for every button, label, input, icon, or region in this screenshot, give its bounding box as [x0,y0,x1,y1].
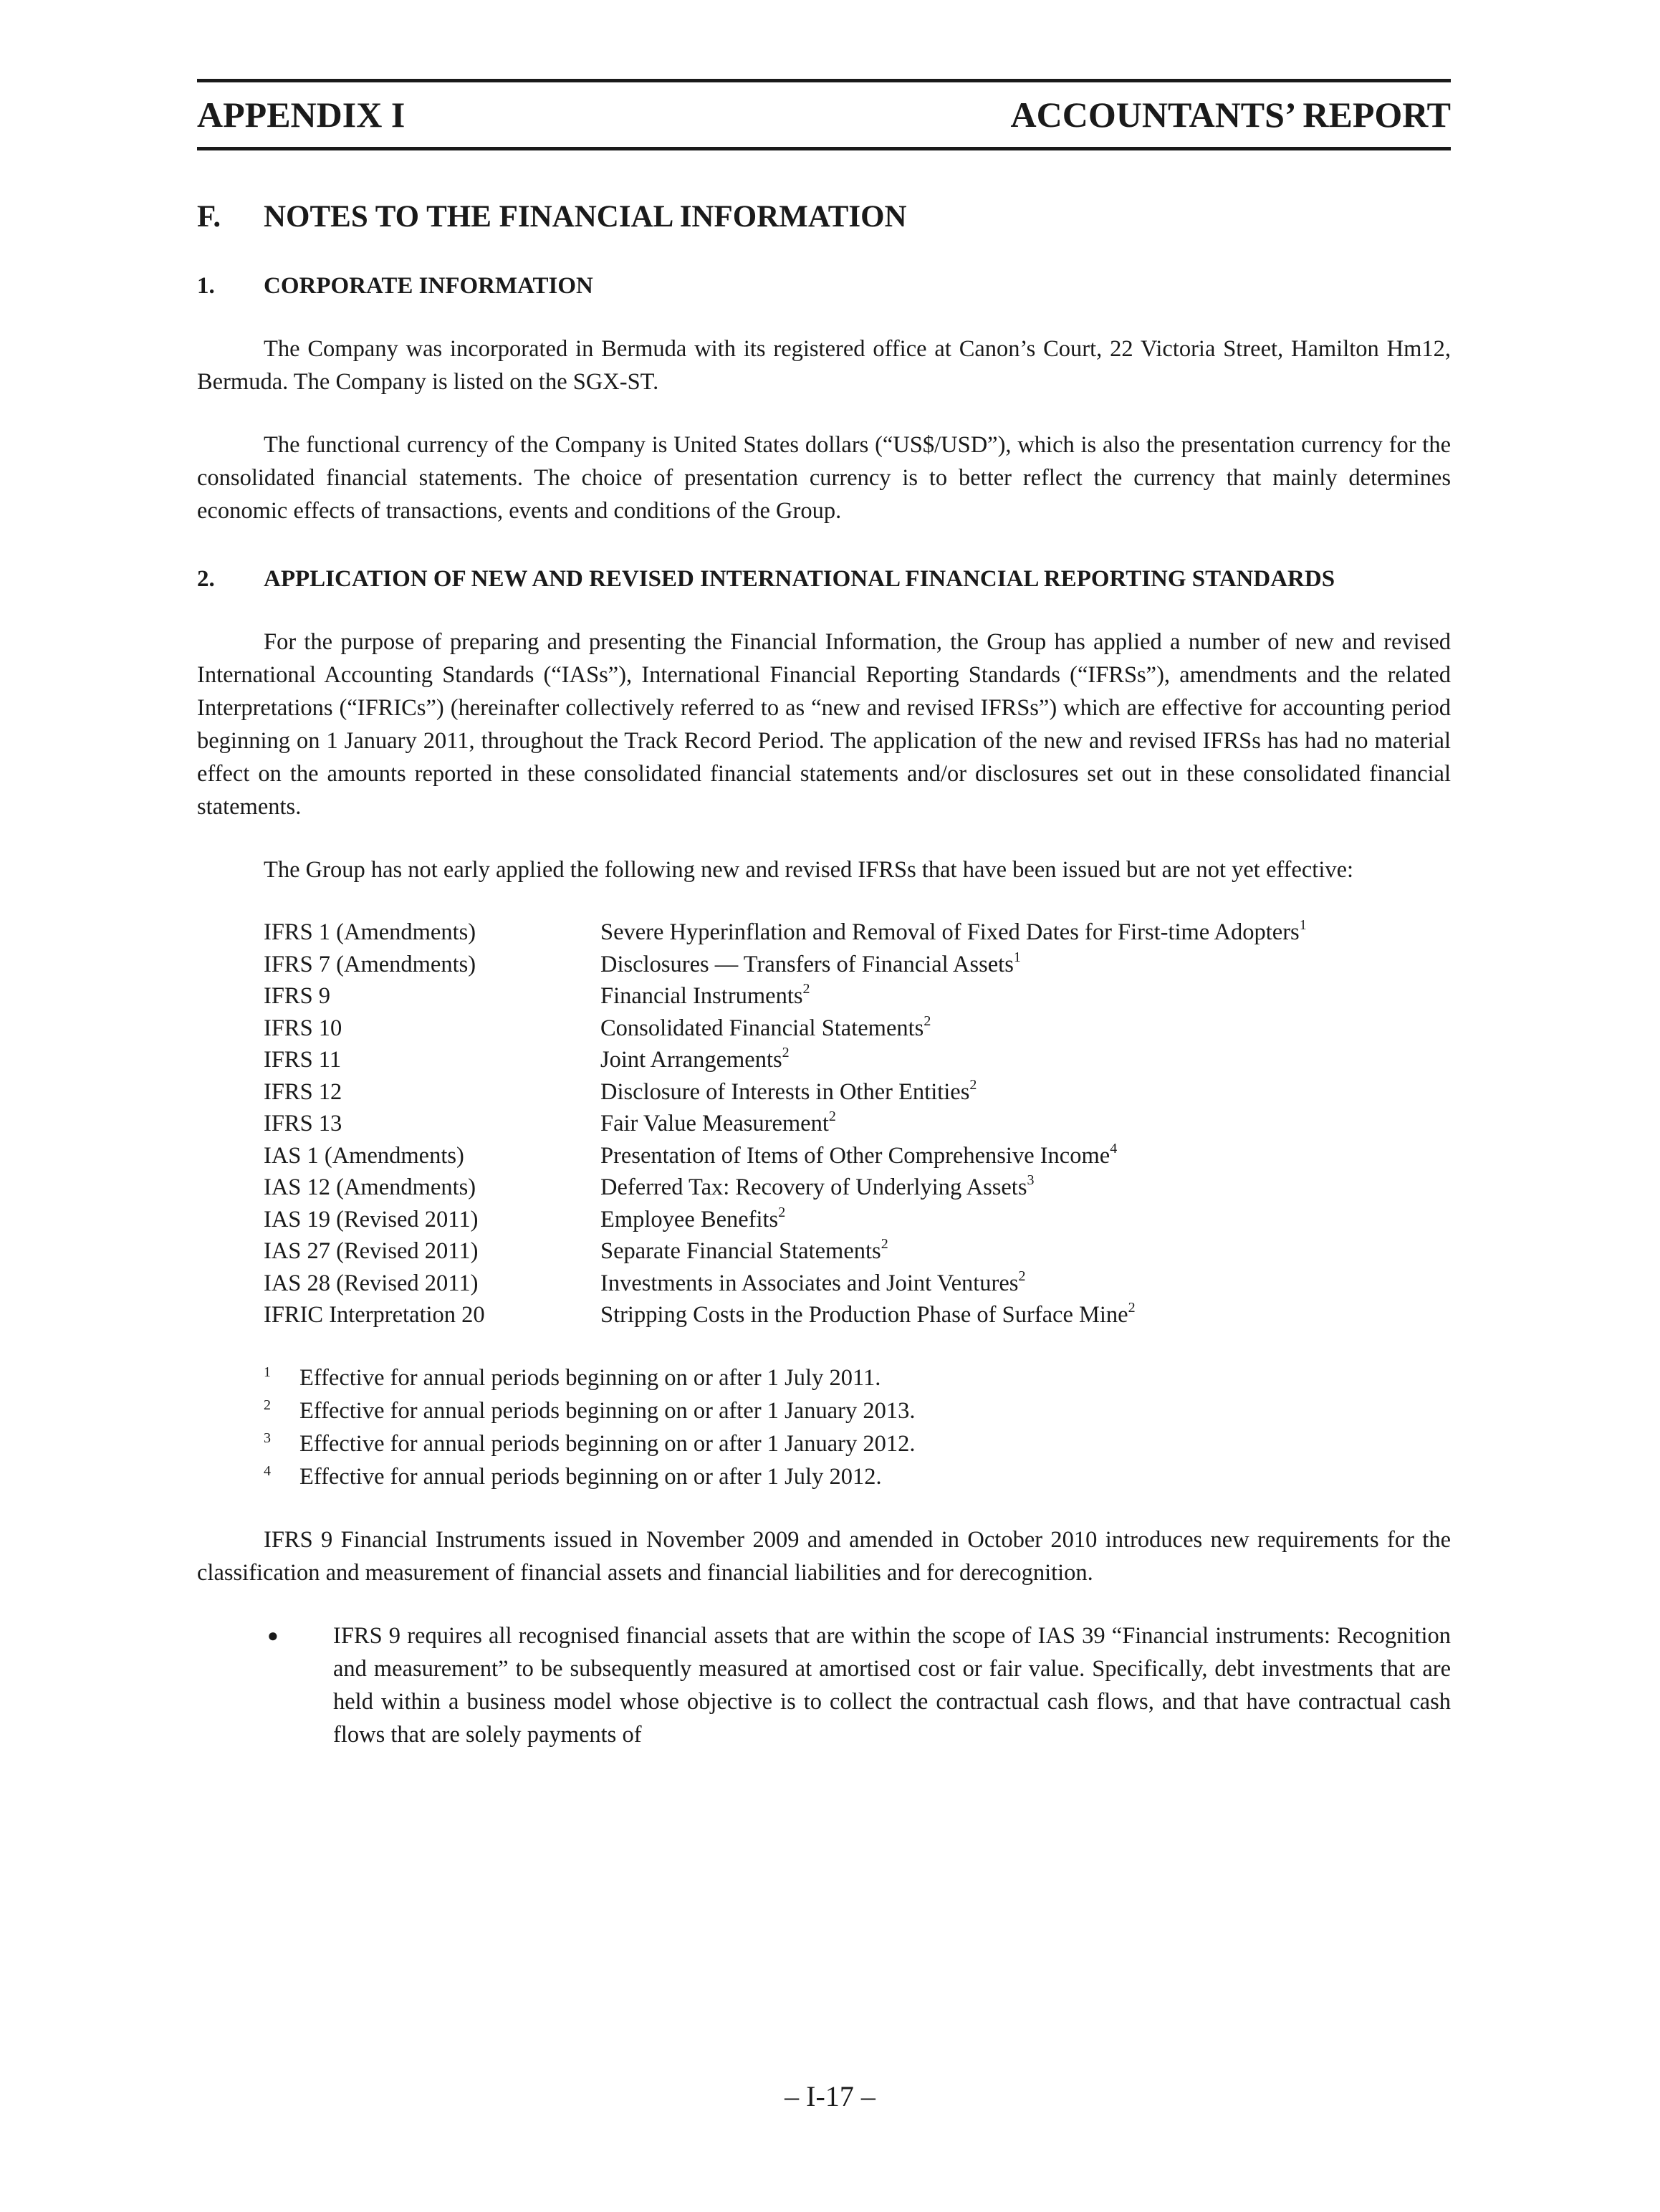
standard-title: Disclosure of Interests in Other Entities$^2$ [600,1076,977,1105]
standard-code: IFRS 12 [264,1078,342,1105]
header-right: ACCOUNTANTS’ REPORT [1010,95,1451,135]
standard-title: Disclosures — Transfers of Financial Assets$^1$ [600,949,1021,977]
section-number: F. [197,200,221,234]
footnote-ref: 2 [1018,1268,1026,1284]
standards-row [264,1268,1451,1300]
paragraph: The functional currency of the Company is United States dollars (“US$/USD”), which is also the presentation currency for the consolidated financial statements. The choice of presentation currency is to better reflect the currency that mainly determines economic effects of transactions, events and conditions of the Group. [197,432,1451,524]
bullet-item [264,1619,1451,1751]
standards-row [264,1299,1451,1331]
footnote-ref: 4 [1110,1140,1118,1157]
standard-title: Investments in Associates and Joint Ventures$^2$ [600,1268,1026,1296]
paragraph: For the purpose of preparing and presenting the Financial Information, the Group has applied a number of new and revised International Accounting Standards (“IASs”), International Financial Reporting Standards (“IFRSs”), amendments and the related Interpretations (“IFRICs”) (hereinafter collectively referred to as “new and revised IFRSs”) which are effective for accounting period beginning on 1 January 2011, throughout the Track Record Period. The application of the new and revised IFRSs has had no material effect on the amounts reported in these consolidated financial statements and/or disclosures set out in these consolidated financial statements. [197,629,1451,820]
running-header [197,82,1451,147]
standard-code: IFRS 10 [264,1015,342,1041]
standard-title: Stripping Costs in the Production Phase of Surface Mine$^2$ [600,1300,1136,1328]
footnote-mark: 3 [264,1430,271,1446]
standards-row [264,1140,1451,1172]
footnote-ref: 2 [778,1204,786,1220]
footnote-text: Effective for annual periods beginning on or after 1 July 2012. [299,1463,882,1490]
footnote-ref: 1 [1299,917,1307,933]
subsection-title: APPLICATION OF NEW AND REVISED INTERNATIONAL FINANCIAL REPORTING STANDARDS [264,566,1335,592]
header-bottom-rule [197,147,1451,150]
standard-code: IAS 12 (Amendments) [264,1174,476,1200]
standards-list [264,916,1451,1331]
standard-code: IAS 19 (Revised 2011) [264,1206,479,1232]
footnote-ref: 1 [1013,949,1021,965]
standard-title: Deferred Tax: Recovery of Underlying Assets$^3$ [600,1172,1035,1200]
footnote-text: Effective for annual periods beginning on or after 1 January 2012. [299,1430,916,1457]
document-page [197,79,1451,1751]
standard-title: Joint Arrangements$^2$ [600,1045,790,1073]
bullet-icon: ● [267,1624,279,1646]
paragraph: The Company was incorporated in Bermuda with its registered office at Canon’s Court, 22 Victoria Street, Hamilton Hm12, Bermuda. The Company is listed on the SGX-ST. [197,336,1451,395]
footnote [264,1427,1451,1460]
standards-row [264,916,1451,949]
footnote-mark: 4 [264,1462,271,1479]
standard-title: Financial Instruments$^2$ [600,981,810,1009]
subsection-title: CORPORATE INFORMATION [264,273,593,299]
standards-row [264,1204,1451,1236]
footnote-ref: 2 [923,1012,931,1029]
standard-code: IAS 28 (Revised 2011) [264,1270,479,1296]
standard-code: IFRS 13 [264,1111,342,1136]
footnote-text: Effective for annual periods beginning on or after 1 January 2013. [299,1397,916,1424]
header-left: APPENDIX I [197,95,406,135]
footnote-ref: 2 [881,1236,888,1252]
footnote [264,1394,1451,1427]
standards-row [264,1172,1451,1204]
standard-code: IFRIC Interpretation 20 [264,1302,485,1328]
standard-code: IAS 1 (Amendments) [264,1142,464,1169]
standard-code: IFRS 9 [264,983,331,1009]
standard-code: IFRS 7 (Amendments) [264,951,476,977]
paragraph: IFRS 9 Financial Instruments issued in November 2009 and amended in October 2010 introduces new requirements for the classification and measurement of financial assets and financial liabilities and for derecognition. [197,1526,1451,1586]
footnote-ref: 2 [969,1076,977,1093]
footnote-mark: 1 [264,1364,271,1380]
standard-code: IAS 27 (Revised 2011) [264,1238,479,1264]
footnote-ref: 2 [802,981,810,997]
paragraph: The Group has not early applied the following new and revised IFRSs that have been issued but are not yet effective: [264,857,1354,883]
standards-row [264,980,1451,1012]
footnote [264,1361,1451,1394]
subsection-heading-2 [197,563,1451,595]
footnote-ref: 2 [1128,1300,1136,1316]
standard-title: Consolidated Financial Statements$^2$ [600,1012,931,1041]
standard-title: Severe Hyperinflation and Removal of Fixed Dates for First-time Adopters$^1$ [600,917,1307,945]
footnote-text: Effective for annual periods beginning on or after 1 July 2011. [299,1364,881,1391]
standard-title: Employee Benefits$^2$ [600,1204,786,1232]
subsection-number: 1. [197,273,215,299]
standard-title: Fair Value Measurement$^2$ [600,1109,836,1136]
standards-row [264,1044,1451,1076]
standards-row [264,1012,1451,1045]
standards-row [264,1235,1451,1268]
footnote [264,1460,1451,1493]
bullet-text: IFRS 9 requires all recognised financial assets that are within the scope of IAS 39 “Financial instruments: Recognition and measurement” to be subsequently measured at amortised cost or fair value. Specifically, debt investments that are held within a business model whose objective is to collect the contractual cash flows, and that have contractual cash flows that are solely payments of [333,1622,1451,1748]
page-number: – I-17 – [785,2080,875,2112]
standards-row [264,1108,1451,1140]
footnote-ref: 2 [828,1109,836,1124]
standard-code: IFRS 11 [264,1047,342,1073]
footnote-ref: 3 [1027,1172,1035,1188]
subsection-number: 2. [197,566,215,592]
footnote-ref: 2 [782,1045,790,1060]
standard-code: IFRS 1 (Amendments) [264,919,476,945]
subsection-heading-1 [197,270,1451,302]
footnotes [264,1361,1451,1493]
standards-row [264,949,1451,981]
footnote-mark: 2 [264,1397,271,1413]
standard-title: Separate Financial Statements$^2$ [600,1236,888,1264]
standard-title: Presentation of Items of Other Comprehensive Income$^4$ [600,1140,1118,1169]
section-heading [197,199,1451,234]
section-title: NOTES TO THE FINANCIAL INFORMATION [264,200,907,234]
standards-row [264,1076,1451,1109]
